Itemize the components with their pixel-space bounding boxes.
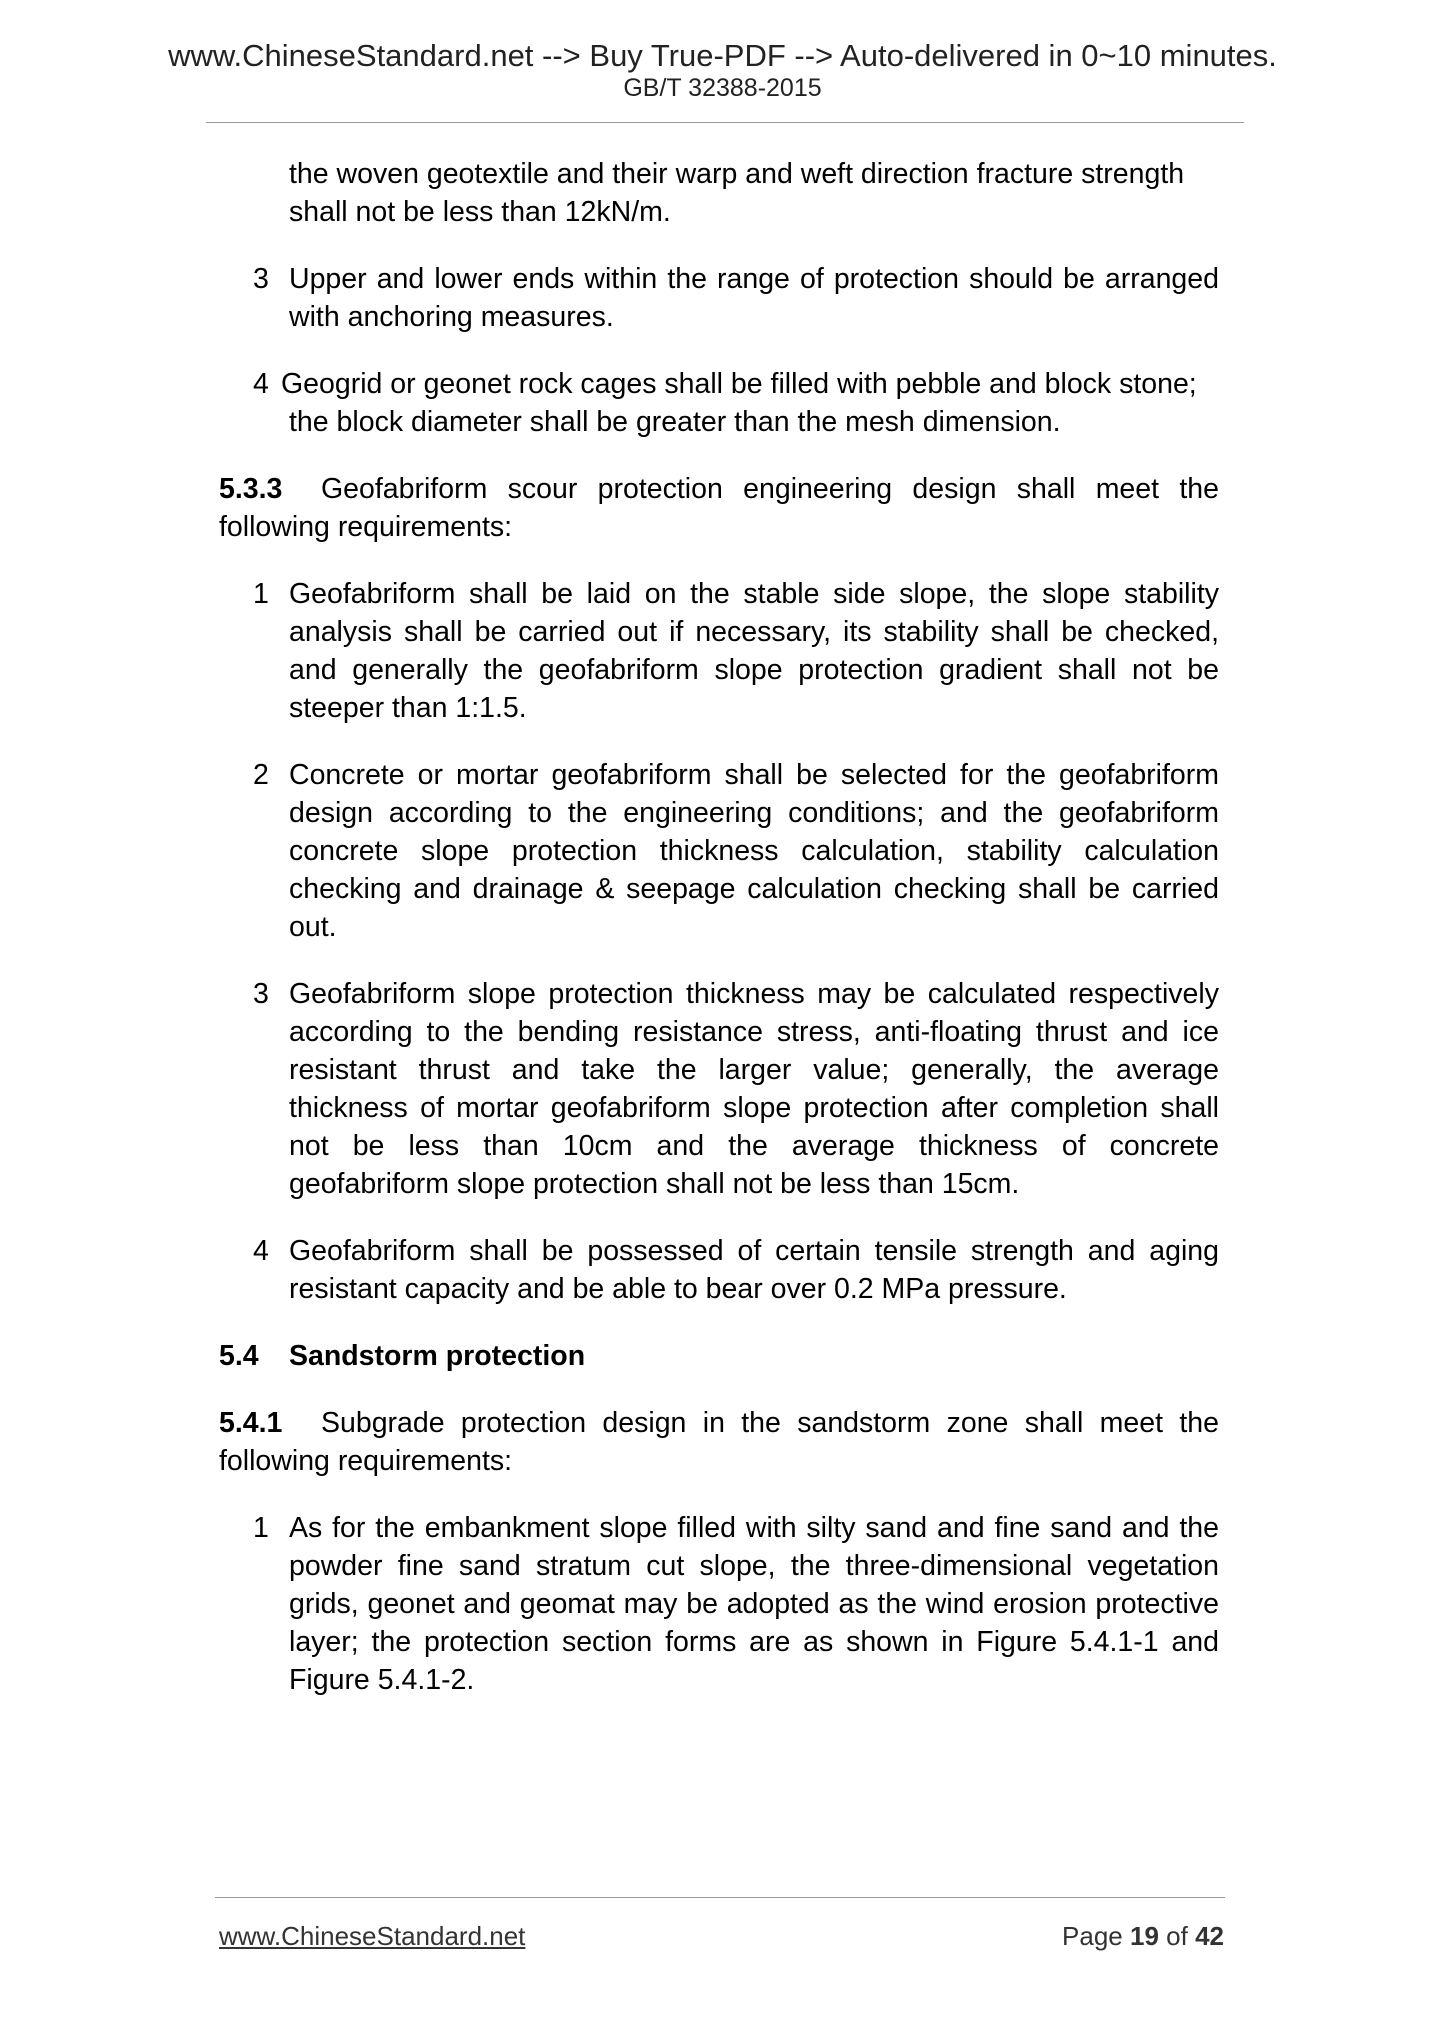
list-item-number: 2 [253,759,269,791]
section-number: 5.4.1 [219,1407,283,1439]
list-item-number: 1 [253,578,269,610]
list-item-text: As for the embankment slope filled with silty sand and fine sand and the powder fine sand stratum cut slope, the three-dimensional vegetation grids, geonet and geomat may be adopted as the wind erosion protective layer; the protection section forms are as shown in Figure 5.4.1-1 and Figure 5.4.1-2. [289,1512,1219,1696]
header-divider [206,122,1244,123]
heading-number: 5.4 [219,1340,259,1372]
list-item [219,756,1219,946]
list-item [219,1232,1219,1308]
footer-site-link[interactable]: www.ChineseStandard.net [219,1921,526,1951]
document-body [219,155,1219,1699]
list-item-number: 3 [253,263,269,295]
list-item-text: Geofabriform shall be possessed of certain tensile strength and aging resistant capacity and be able to bear over 0.2 MPa pressure. [289,1235,1219,1305]
page-word: Page [1062,1921,1123,1951]
list-item-text: Concrete or mortar geofabriform shall be selected for the geofabriform design according to the engineering conditions; and the geofabriform concrete slope protection thickness calculation, stability calculation checking and drainage & seepage calculation checking shall be carried out. [289,759,1219,943]
footer-divider [215,1897,1225,1898]
section-5-4-1 [219,1404,1219,1480]
standard-code: GB/T 32388-2015 [623,74,822,102]
list-item-text: Geofabriform slope protection thickness may be calculated respectively according to the bending resistance stress, anti-floating thrust and ice resistant thrust and take the larger value; generally, the average thickness of mortar geofabriform slope protection after completion shall not be less than 10cm and the average thickness of concrete geofabriform slope protection shall not be less than 15cm. [289,978,1219,1200]
heading-title: Sandstorm protection [289,1340,586,1372]
list-item-number: 1 [253,1512,269,1544]
list-item [219,1509,1219,1699]
list-item-text-line-2: the block diameter shall be greater than the mesh dimension. [289,406,1061,438]
page-number [1062,1919,1224,1953]
list-item [219,975,1219,1203]
list-item-text: Upper and lower ends within the range of protection should be arranged with anchoring measures. [289,263,1219,333]
list-item-3 [219,260,1219,336]
continued-item [219,155,1219,231]
list-item-number: 3 [253,978,269,1010]
section-heading-5-4 [219,1337,1219,1375]
page-of: of [1166,1921,1188,1951]
current-page: 19 [1130,1921,1159,1951]
header-banner: www.ChineseStandard.net --> Buy True-PDF --> Auto-delivered in 0~10 minutes. [168,38,1277,73]
continued-line-2: shall not be less than 12kN/m. [289,196,671,228]
list-item-number: 4 [253,368,269,400]
list-item [219,575,1219,727]
list-item-text: Geofabriform shall be laid on the stable side slope, the slope stability analysis shall be carried out if necessary, its stability shall be checked, and generally the geofabriform slope protection gradient shall not be steeper than 1:1.5. [289,578,1219,724]
section-number: 5.3.3 [219,473,283,505]
section-5-3-3 [219,470,1219,546]
list-item-4 [219,365,1219,441]
section-text: Subgrade protection design in the sandstorm zone shall meet the following requirements: [219,1407,1219,1477]
list-item-text-line-1: Geogrid or geonet rock cages shall be filled with pebble and block stone; [281,368,1197,400]
list-item-number: 4 [253,1235,269,1267]
total-pages: 42 [1195,1921,1224,1951]
section-text: Geofabriform scour protection engineering design shall meet the following requirements: [219,473,1219,543]
continued-line-1: the woven geotextile and their warp and weft direction fracture strength [289,158,1185,190]
